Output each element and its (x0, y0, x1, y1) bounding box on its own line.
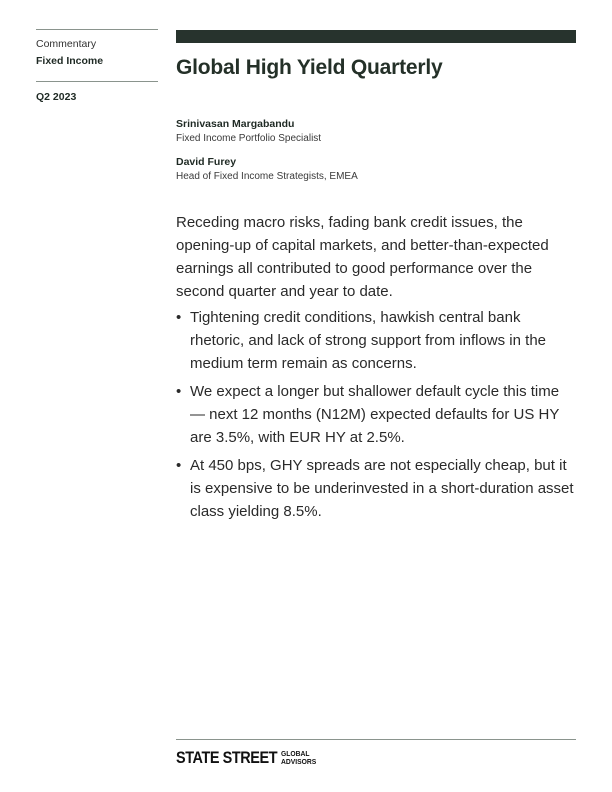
footer-rule (176, 739, 576, 740)
bullet-icon: • (176, 309, 182, 326)
list-item-text: We expect a longer but shallower default cycle this time — next 12 months (N12M) expected defaults for US HY are 3.5%, with EUR HY at 2.5%. (190, 383, 560, 446)
sidebar-middle-rule (36, 81, 158, 82)
lead-paragraph: Receding macro risks, fading bank credit issues, the opening-up of capital markets, and better-than-expected earnings all contributed to good performance over the second quarter and year to date. (176, 214, 549, 300)
author-role: Head of Fixed Income Strategists, EMEA (176, 171, 358, 182)
bullet-icon: • (176, 457, 182, 474)
author-role: Fixed Income Portfolio Specialist (176, 133, 322, 144)
logo-subtext-line: GLOBAL (281, 749, 310, 758)
bullet-icon: • (176, 383, 182, 400)
list-item (176, 306, 576, 375)
header-bar (176, 30, 576, 43)
logo-wordmark: STATE STREET (176, 748, 278, 767)
list-item-text: At 450 bps, GHY spreads are not especially cheap, but it is expensive to be underinvested in a short-duration asset class yielding 8.5%. (190, 457, 574, 520)
logo-subtext-line: ADVISORS (281, 757, 317, 766)
author-name: David Furey (176, 156, 237, 168)
document-subcategory: Fixed Income (36, 55, 104, 67)
key-points-list (176, 306, 576, 528)
page-title: Global High Yield Quarterly (176, 56, 443, 79)
logo-subtext (281, 750, 316, 766)
document-category: Commentary (36, 38, 97, 50)
author-name: Srinivasan Margabandu (176, 118, 295, 130)
list-item-text: Tightening credit conditions, hawkish central bank rhetoric, and lack of strong support from inflows in the medium term remain as concerns. (190, 309, 547, 372)
company-logo (176, 748, 320, 768)
author-block (176, 156, 358, 182)
list-item (176, 380, 576, 449)
list-item (176, 454, 576, 523)
document-quarter: Q2 2023 (36, 91, 77, 103)
sidebar-top-rule (36, 29, 158, 30)
author-block (176, 118, 321, 144)
